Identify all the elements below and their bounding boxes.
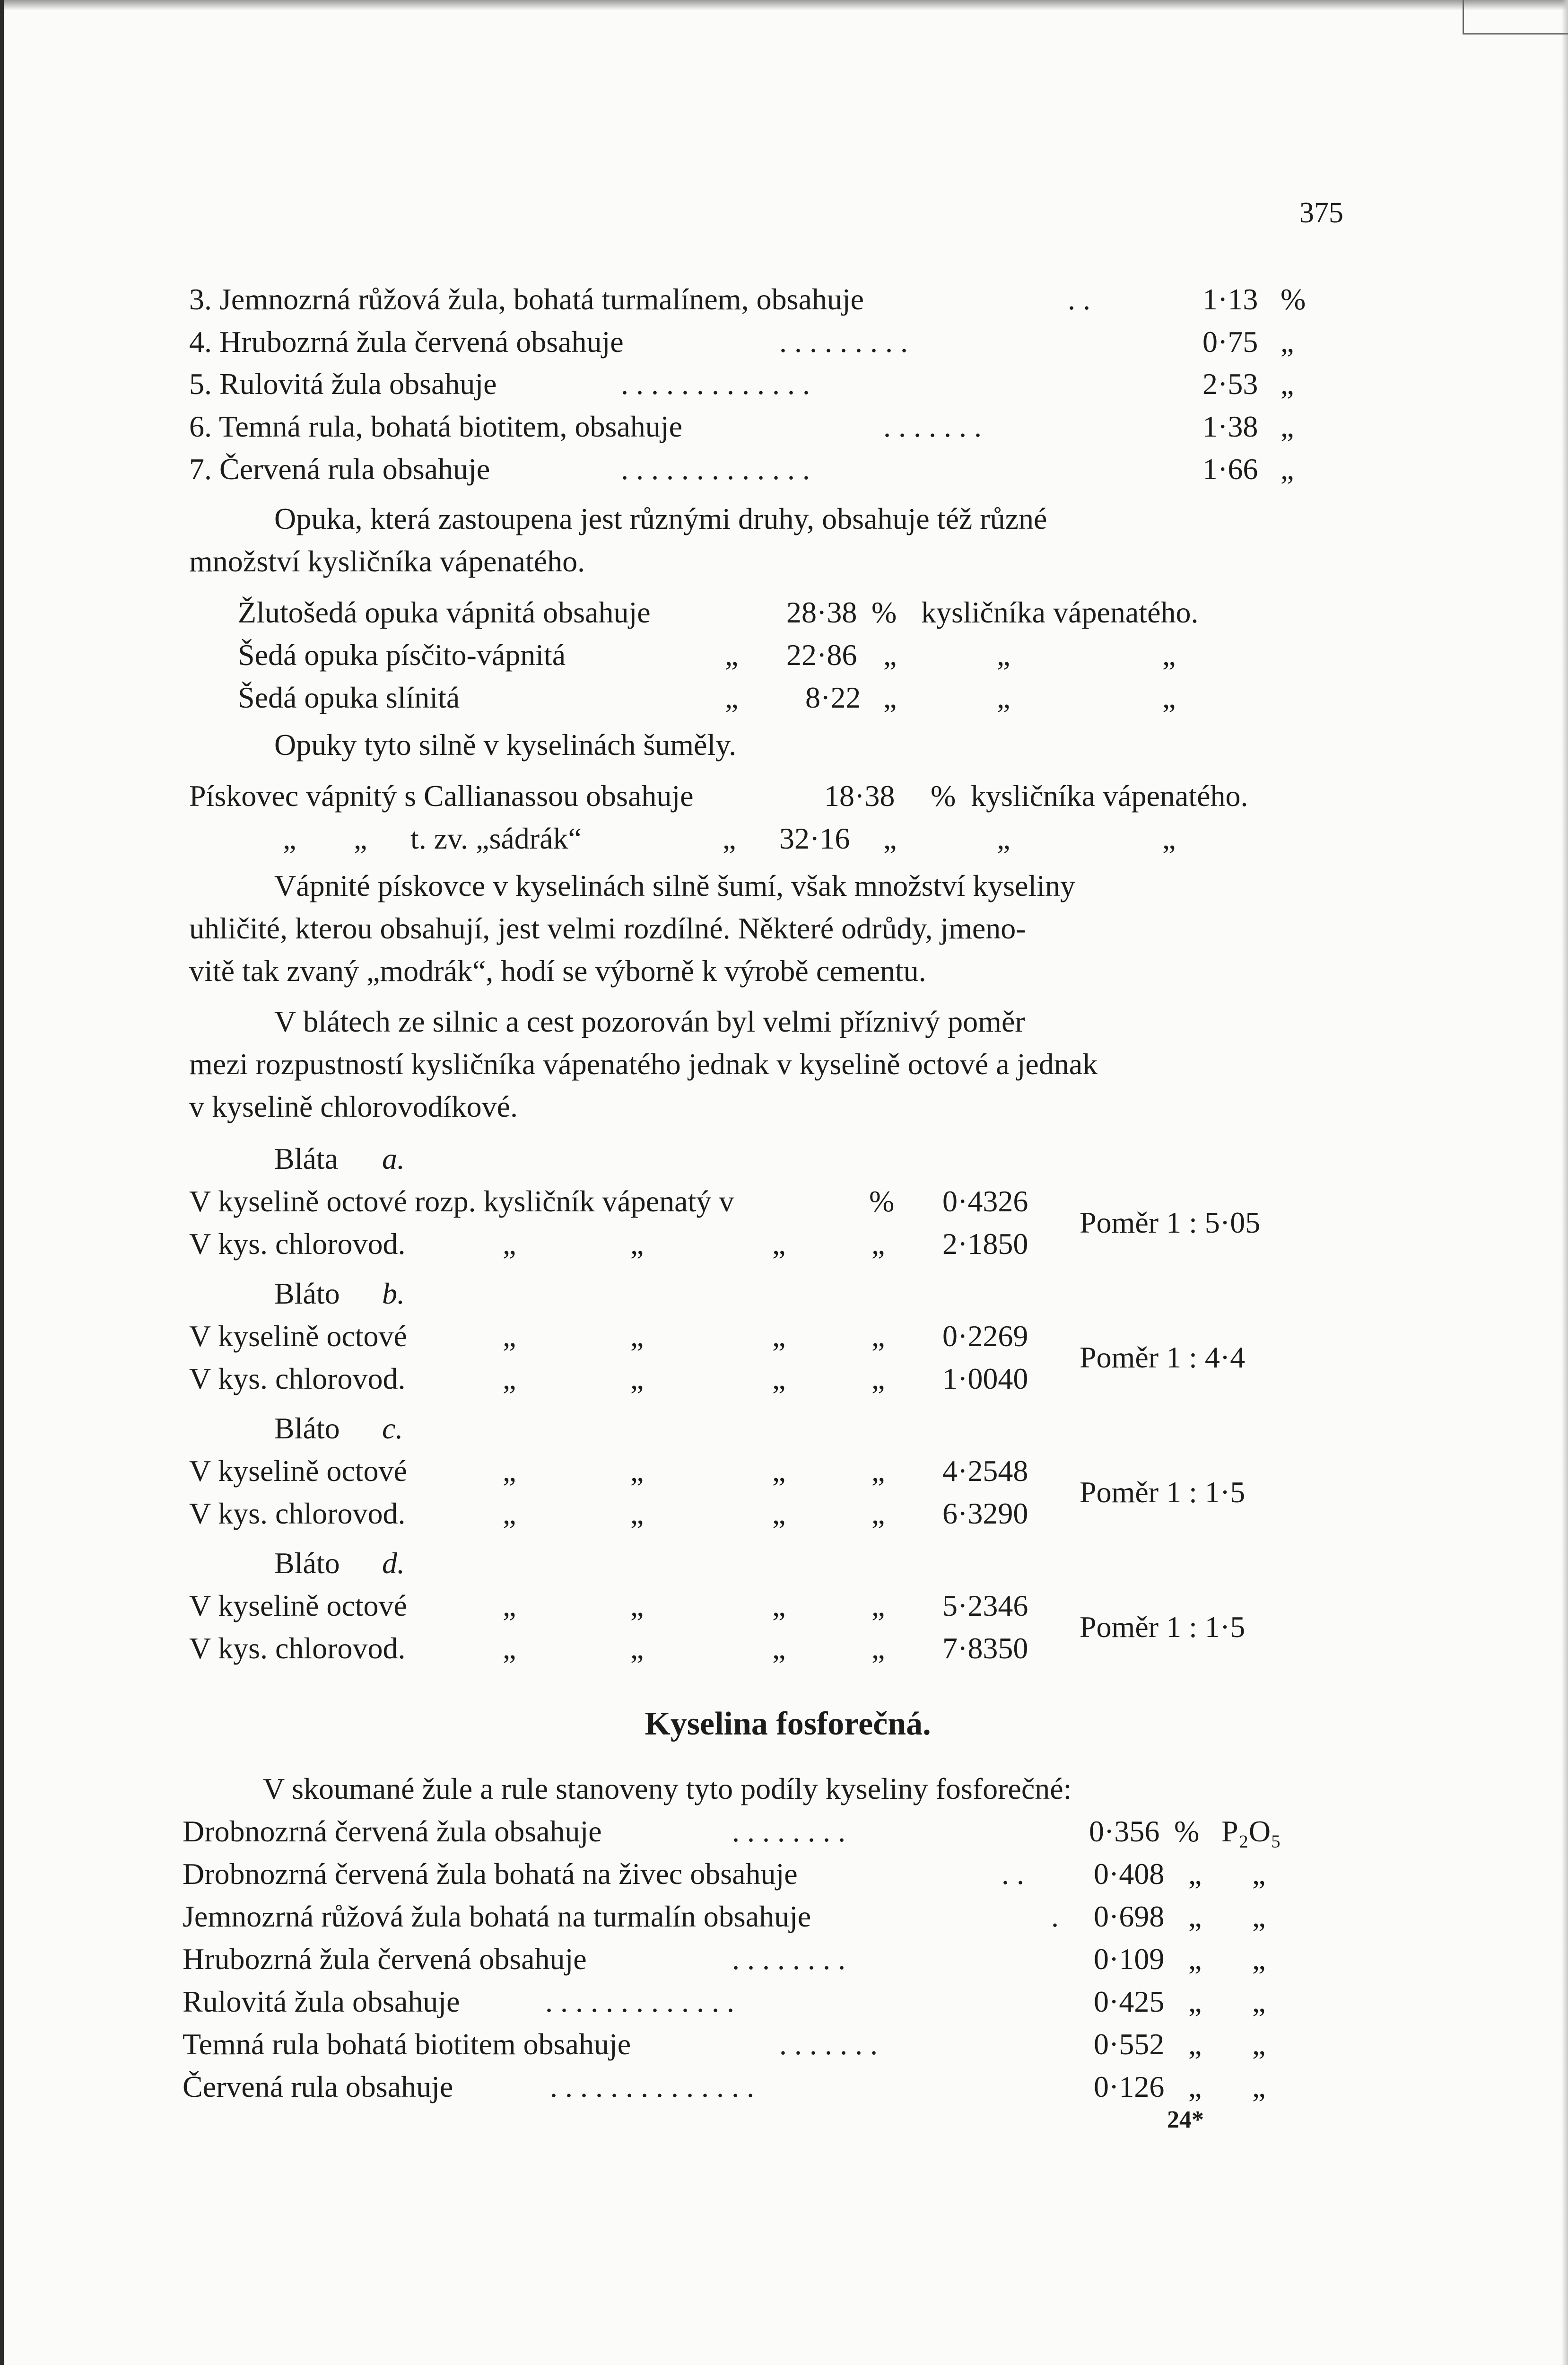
ditto-mark: „ [503, 1319, 516, 1353]
blato-ratio [4, 1473, 1568, 1511]
phos-value: 0·425 [1094, 1985, 1165, 2018]
ditto-mark: „ [871, 1631, 885, 1665]
phos-dots: . . . . . . . . [732, 1942, 845, 1976]
phos-tail: „ [1252, 1985, 1266, 2018]
rock-dots: . . . . . . . . . [779, 325, 908, 359]
phos-unit: „ [1188, 2027, 1202, 2061]
blato-hcl-label: V kys. chlorovod. [189, 1362, 406, 1395]
paragraph-line [4, 1003, 1568, 1041]
page-top-shadow [4, 0, 1568, 10]
paragraph-text: vitě tak zvaný „modrák“, hodí se výborně k výrobě cementu. [189, 954, 926, 988]
rock-unit: % [1281, 282, 1306, 316]
blato-ratio-text: Poměr 1 : 4·4 [1080, 1340, 1246, 1374]
phos-value: 0·109 [1094, 1942, 1165, 1976]
ditto-mark: „ [503, 1362, 516, 1395]
opuka-value: 22·86 [786, 638, 857, 672]
blato-title-text: Bláta [274, 1142, 339, 1175]
paragraph-line [4, 726, 1568, 764]
ditto-mark: „ [630, 1497, 644, 1530]
blato-title [4, 1275, 1568, 1313]
blato-hcl-value: 6·3290 [942, 1497, 1028, 1530]
rock-value: 1·66 [1202, 452, 1258, 486]
blato-hcl-label: V kys. chlorovod. [189, 1227, 406, 1261]
paragraph-line [4, 867, 1568, 905]
ditto-mark: „ [630, 1319, 644, 1353]
phos-value: 0·356 [1089, 1814, 1160, 1848]
phos-value: 0·126 [1094, 2070, 1165, 2103]
ditto-mark: „ [997, 638, 1010, 672]
rock-unit: „ [1281, 367, 1294, 401]
blato-ratio-text: Poměr 1 : 5·05 [1080, 1206, 1261, 1239]
opuka-row [4, 636, 1568, 674]
ditto-mark: „ [772, 1362, 786, 1395]
ditto-mark: „ [883, 638, 897, 672]
phos-row [4, 1983, 1568, 2021]
phos-row [4, 2025, 1568, 2063]
piskovec-row [4, 777, 1568, 815]
ditto-mark: „ [503, 1454, 516, 1488]
paragraph-text: Opuky tyto silně v kyselinách šuměly. [274, 728, 737, 762]
rock-row [4, 323, 1568, 361]
ditto-mark: „ [772, 1631, 786, 1665]
phos-label: Jemnozrná růžová žula bohatá na turmalín obsahuje [183, 1900, 811, 1933]
blato-title-text: Bláto [274, 1277, 340, 1310]
blato-hcl-label: V kys. chlorovod. [189, 1631, 406, 1665]
phos-unit: „ [1188, 2070, 1202, 2103]
paragraph-text: množství kysličníka vápenatého. [189, 544, 585, 578]
rock-value: 2·53 [1202, 367, 1258, 401]
ditto-mark: „ [630, 1454, 644, 1488]
phos-value: 0·552 [1094, 2027, 1165, 2061]
phos-label: Červená rula obsahuje [183, 2070, 453, 2103]
blato-title [4, 1140, 1568, 1178]
blato-acetic-value: 5·2346 [942, 1589, 1028, 1622]
paragraph-text: V skoumané žule a rule stanoveny tyto podíly kyseliny fosforečné: [263, 1772, 1072, 1805]
blato-hcl-value: 2·1850 [942, 1227, 1028, 1261]
ditto-mark: „ [871, 1497, 885, 1530]
phos-row [4, 1813, 1568, 1850]
paragraph-text: uhličité, kterou obsahují, jest velmi rozdílné. Některé odrůdy, jmeno- [189, 911, 1026, 945]
paragraph-line [4, 500, 1568, 538]
rock-label: 3. Jemnozrná růžová žula, bohatá turmalínem, obsahuje [189, 282, 864, 316]
blato-acetic-label: V kyselině octové [189, 1589, 407, 1622]
paragraph-text: mezi rozpustností kysličníka vápenatého jednak v kyselině octové a jednak [189, 1047, 1098, 1081]
blato-letter: d. [382, 1546, 405, 1580]
blato-acetic-label: V kyselině octové rozp. kysličník vápenatý v [189, 1184, 734, 1218]
phos-label: Temná rula bohatá biotitem obsahuje [183, 2027, 631, 2061]
ditto-mark: „ [725, 638, 739, 672]
rock-dots: . . [1068, 282, 1090, 316]
ditto-mark: „ [723, 822, 736, 855]
rock-label: 6. Temná rula, bohatá biotitem, obsahuje [189, 410, 682, 443]
opuka-row [4, 679, 1568, 717]
blato-hcl-value: 1·0040 [942, 1362, 1028, 1395]
phos-value: 0·408 [1094, 1857, 1165, 1891]
rock-row [4, 408, 1568, 446]
phos-unit: „ [1188, 1942, 1202, 1976]
rock-dots: . . . . . . . . . . . . . [621, 452, 810, 486]
opuka-rest: kysličníka vápenatého. [921, 596, 1199, 629]
ditto-mark: „ [871, 1454, 885, 1488]
ditto-mark: „ [503, 1497, 516, 1530]
phos-value: 0·698 [1094, 1900, 1165, 1933]
rock-label: 5. Rulovitá žula obsahuje [189, 367, 497, 401]
rock-unit: „ [1281, 452, 1294, 486]
ditto-mark: „ [503, 1589, 516, 1622]
phos-row [4, 1898, 1568, 1936]
blato-hcl-label: V kys. chlorovod. [189, 1497, 406, 1530]
ditto-mark: „ [772, 1227, 786, 1261]
signature-mark: 24* [1167, 2106, 1204, 2133]
phos-row [4, 1855, 1568, 1893]
piskovec-unit: % [931, 779, 956, 813]
rock-label: 4. Hrubozrná žula červená obsahuje [189, 325, 624, 359]
rock-row [4, 365, 1568, 403]
section-heading: Kyselina fosforečná. [645, 1706, 931, 1742]
ditto-mark: „ [772, 1454, 786, 1488]
piskovec-label: Pískovec vápnitý s Callianassou obsahuje [189, 779, 694, 813]
opuka-value: 28·38 [786, 596, 857, 629]
blato-acetic-label: V kyselině octové [189, 1454, 407, 1488]
phos-label: Rulovitá žula obsahuje [183, 1985, 460, 2018]
ditto-mark: „ [503, 1631, 516, 1665]
rock-value: 1·13 [1202, 282, 1258, 316]
phos-dots: . [1051, 1900, 1059, 1933]
opuka-label: Žlutošedá opuka vápnitá obsahuje [238, 596, 651, 629]
paragraph-text: V blátech ze silnic a cest pozorován byl velmi příznivý poměr [274, 1005, 1025, 1038]
ditto-mark: „ [883, 681, 897, 714]
rock-row [4, 450, 1568, 488]
blato-hcl-value: 7·8350 [942, 1631, 1028, 1665]
ditto-mark: „ [283, 822, 296, 855]
ditto-mark: „ [630, 1362, 644, 1395]
ditto-mark: „ [725, 681, 739, 714]
blato-letter: a. [382, 1142, 405, 1175]
paragraph-text: Opuka, která zastoupena jest různými druhy, obsahuje též různé [274, 502, 1047, 535]
ditto-mark: „ [997, 822, 1010, 855]
phos-tail: „ [1252, 2070, 1266, 2103]
ditto-mark: „ [997, 681, 1010, 714]
blato-title-text: Bláto [274, 1546, 340, 1580]
blato-ratio-text: Poměr 1 : 1·5 [1080, 1610, 1246, 1644]
blato-title-text: Bláto [274, 1411, 340, 1445]
ditto-mark: „ [1162, 822, 1176, 855]
piskovec-value: 32·16 [779, 822, 850, 855]
ditto-mark: „ [871, 1362, 885, 1395]
phos-dots: . . . . . . . . . . . . . [545, 1985, 734, 2018]
corner-mark [1463, 0, 1568, 35]
rock-label: 7. Červená rula obsahuje [189, 452, 490, 486]
ditto-mark: „ [1162, 638, 1176, 672]
piskovec-value: 18·38 [824, 779, 895, 813]
piskovec-rest: kysličníka vápenatého. [971, 779, 1248, 813]
ditto-mark: „ [871, 1227, 885, 1261]
paragraph-text: v kyselině chlorovodíkové. [189, 1090, 518, 1123]
ditto-mark: „ [630, 1589, 644, 1622]
piskovec-row [4, 820, 1568, 858]
opuka-row [4, 594, 1568, 631]
ditto-mark: „ [630, 1631, 644, 1665]
paragraph-line [4, 543, 1568, 580]
phos-unit: „ [1188, 1900, 1202, 1933]
ditto-mark: „ [772, 1589, 786, 1622]
phos-dots: . . . . . . . [779, 2027, 878, 2061]
phos-dots: . . . . . . . . . . . . . . [550, 2070, 754, 2103]
paragraph-line [4, 1045, 1568, 1083]
phos-tail: „ [1252, 1942, 1266, 1976]
rock-dots: . . . . . . . [883, 410, 982, 443]
rock-value: 0·75 [1202, 325, 1258, 359]
paragraph-line [4, 910, 1568, 947]
ditto-mark: „ [871, 1319, 885, 1353]
phos-row [4, 1940, 1568, 1978]
ditto-mark: „ [772, 1497, 786, 1530]
phos-dots: . . . . . . . . [732, 1814, 845, 1848]
page-number: 375 [1299, 197, 1343, 229]
ditto-mark: „ [630, 1227, 644, 1261]
rock-unit: „ [1281, 410, 1294, 443]
blato-title [4, 1410, 1568, 1447]
blato-acetic-value: 4·2548 [942, 1454, 1028, 1488]
ditto-mark: „ [503, 1227, 516, 1261]
paragraph-line [4, 952, 1568, 990]
paragraph-text: Vápnité pískovce v kyselinách silně šumí, však množství kyseliny [274, 869, 1075, 902]
phos-label: Drobnozrná červená žula bohatá na živec obsahuje [183, 1857, 798, 1891]
blato-acetic-value: 0·2269 [942, 1319, 1028, 1353]
opuka-label: Šedá opuka slínitá [238, 681, 460, 714]
ditto-mark: „ [354, 822, 367, 855]
blato-acetic-value: 0·4326 [942, 1184, 1028, 1218]
blato-title [4, 1544, 1568, 1582]
phos-unit: % [1174, 1814, 1200, 1848]
paragraph-line [4, 1088, 1568, 1126]
blato-acetic-unit: % [869, 1184, 895, 1218]
phos-label: Drobnozrná červená žula obsahuje [183, 1814, 602, 1848]
rock-unit: „ [1281, 325, 1294, 359]
phos-tail: „ [1252, 1857, 1266, 1891]
paragraph-line [4, 1770, 1568, 1808]
blato-letter: b. [382, 1277, 405, 1310]
phos-tail: „ [1252, 1900, 1266, 1933]
rock-dots: . . . . . . . . . . . . . [621, 367, 810, 401]
rock-row [4, 280, 1568, 318]
ditto-mark: „ [883, 822, 897, 855]
phos-row [4, 2068, 1568, 2106]
ditto-mark: „ [772, 1319, 786, 1353]
blato-letter: c. [382, 1411, 403, 1445]
blato-ratio-text: Poměr 1 : 1·5 [1080, 1475, 1246, 1509]
ditto-mark: „ [871, 1589, 885, 1622]
blato-ratio [4, 1339, 1568, 1376]
opuka-unit: % [871, 596, 897, 629]
ditto-mark: „ [1162, 681, 1176, 714]
opuka-label: Šedá opuka písčito-vápnitá [238, 638, 566, 672]
phos-unit: „ [1188, 1985, 1202, 2018]
piskovec-label: t. zv. „sádrák“ [410, 822, 582, 855]
blato-acetic-label: V kyselině octové [189, 1319, 407, 1353]
phos-unit: „ [1188, 1857, 1202, 1891]
rock-value: 1·38 [1202, 410, 1258, 443]
opuka-value: 8·22 [805, 681, 861, 714]
phos-formula: P₂O₅ [1221, 1814, 1281, 1848]
phos-dots: . . [1002, 1857, 1024, 1891]
phos-label: Hrubozrná žula červená obsahuje [183, 1942, 587, 1976]
phos-tail: „ [1252, 2027, 1266, 2061]
blato-ratio [4, 1204, 1568, 1242]
blato-ratio [4, 1608, 1568, 1646]
